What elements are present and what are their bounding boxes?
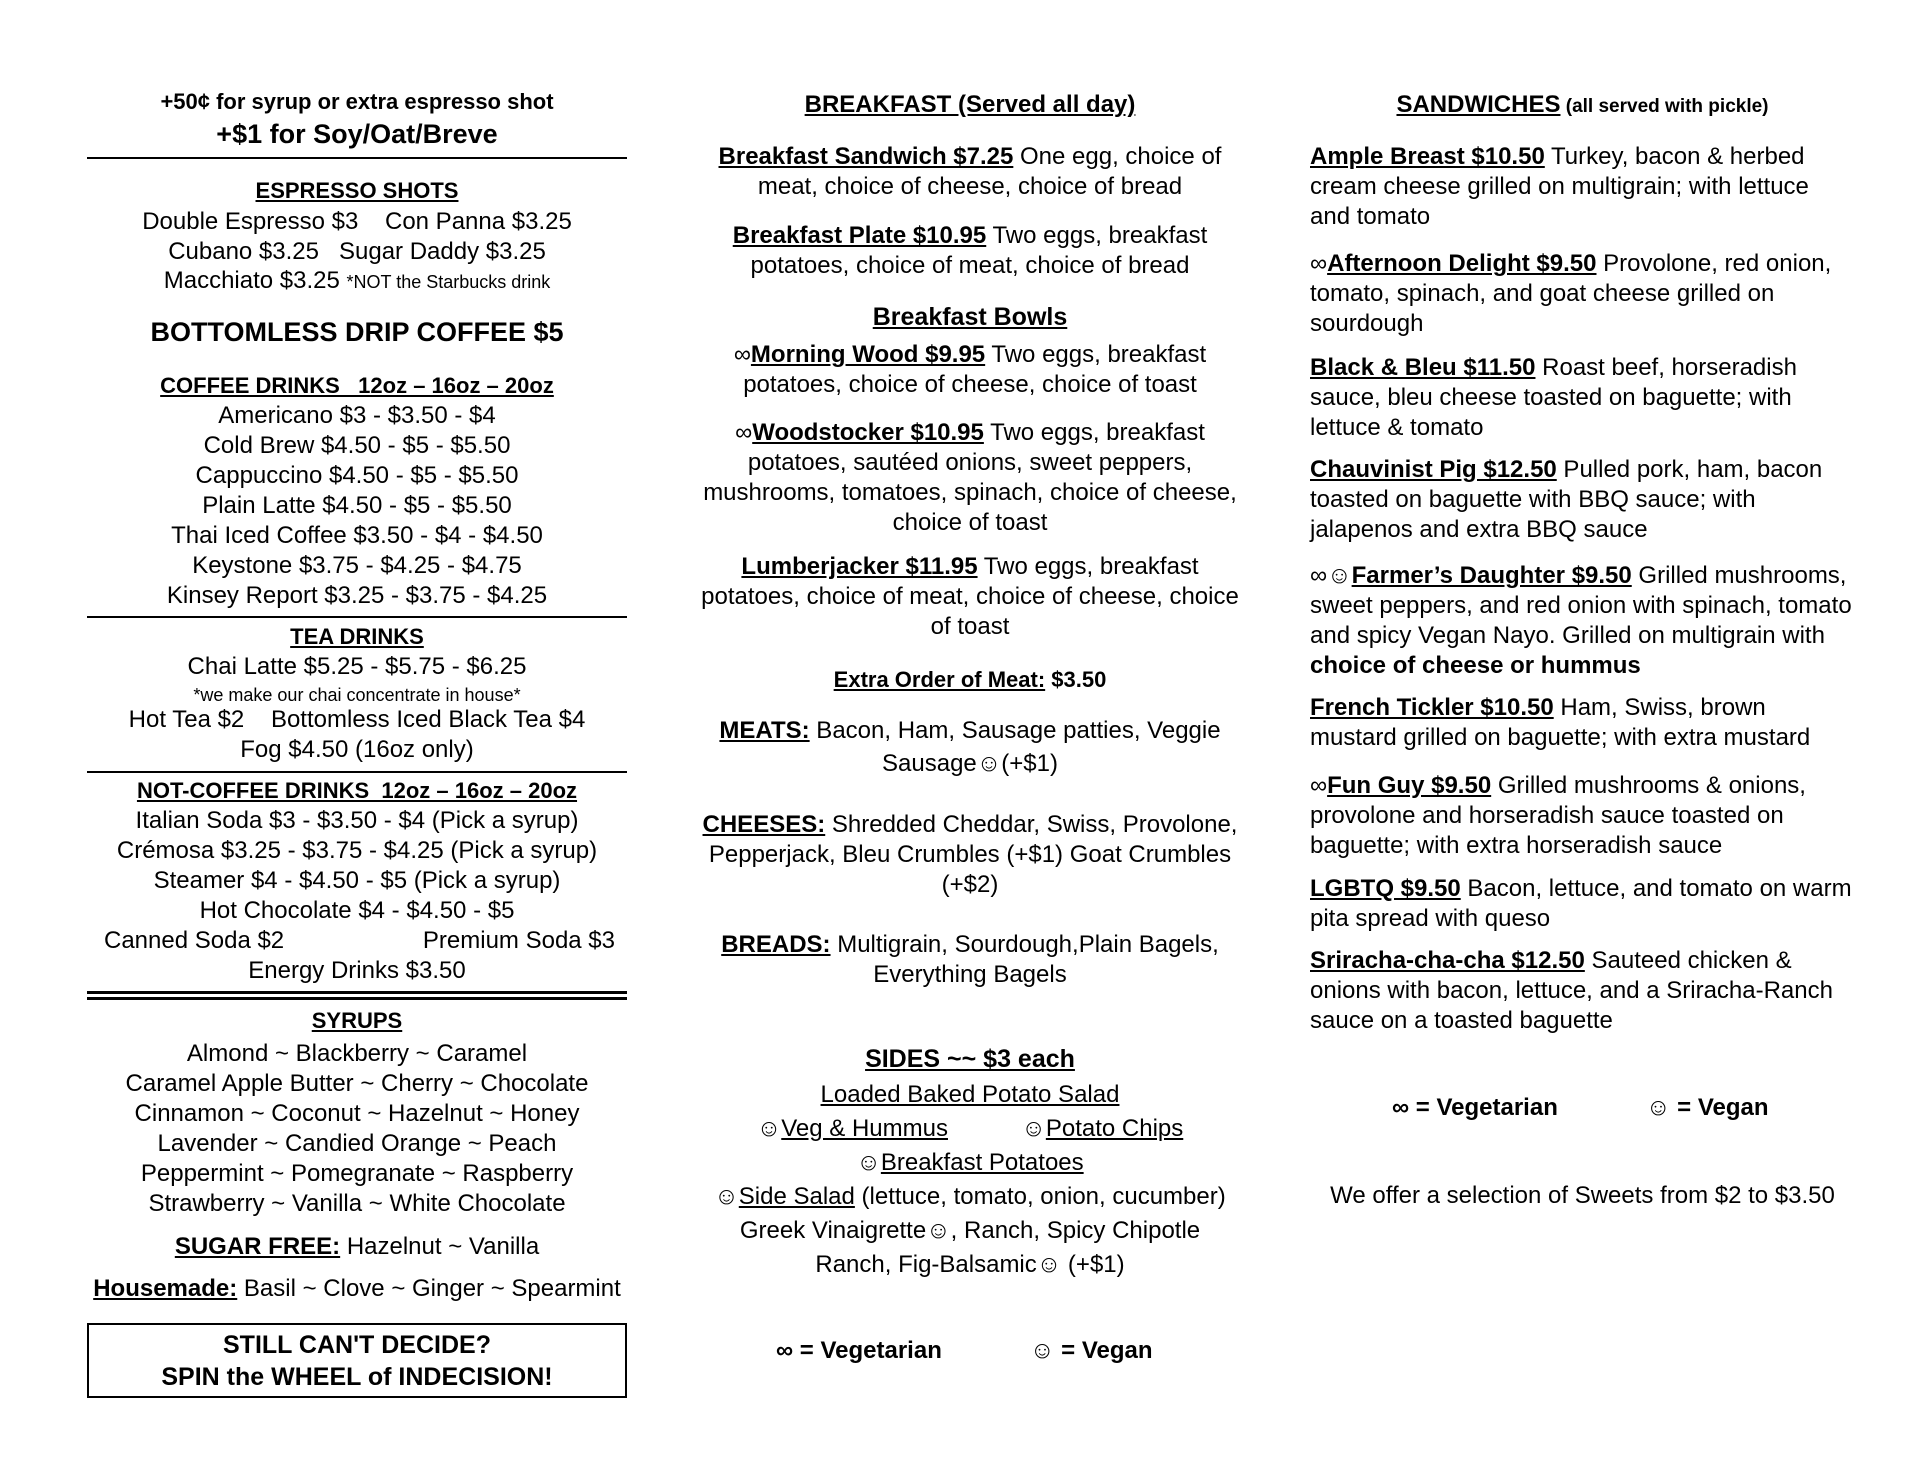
side-loaded-potato-salad: Loaded Baked Potato Salad: [820, 1081, 1120, 1108]
side-potato-chips: Potato Chips: [1045, 1115, 1184, 1142]
vegan-icon: ☺: [1327, 562, 1352, 589]
list-item: Ranch, Fig-Balsamic☺ (+$1): [815, 1251, 1125, 1278]
cheeses-line: [700, 810, 1240, 900]
item-desc: Ham, Swiss, brown mustard grilled on baguette; with extra mustard: [1310, 694, 1811, 751]
sugar-free-label: SUGAR FREE:: [174, 1233, 341, 1260]
espresso-line-3: [87, 266, 627, 297]
fog-item: Fog $4.50 (16oz only): [240, 736, 474, 763]
lumberjacker-item: [700, 552, 1240, 642]
item-name: Chauvinist Pig $12.50: [1310, 456, 1557, 483]
side-salad-desc: (lettuce, tomato, onion, cucumber): [854, 1183, 1226, 1210]
woodstocker-item: [700, 418, 1240, 538]
list-item: Cold Brew $4.50 - $5 - $5.50: [203, 432, 511, 459]
item-desc: One egg, choice of meat, choice of cheese, choice of bread: [757, 143, 1222, 200]
vegan-icon: ☺: [756, 1115, 782, 1142]
tea-drinks-heading: TEA DRINKS: [290, 624, 424, 649]
double-divider-bottom: [87, 997, 627, 1000]
item-desc: Pulled pork, ham, bacon toasted on baguette with BBQ sauce; with jalapenos and extra BBQ sauce: [1310, 456, 1823, 543]
legend-vegan: ☺ = Vegan: [1030, 1337, 1153, 1364]
list-item: [700, 1146, 1240, 1180]
item-desc: Two eggs, breakfast potatoes, choice of meat, choice of bread: [750, 222, 1208, 279]
vegetarian-icon: ∞: [1310, 250, 1328, 277]
vegan-icon: ☺: [1021, 1115, 1046, 1142]
legend-vegetarian: ∞ = Vegetarian: [1392, 1094, 1558, 1121]
milk-addon-note: +$1 for Soy/Oat/Breve: [216, 119, 498, 149]
item-desc: Provolone, red onion, tomato, spinach, and goat cheese grilled on sourdough: [1310, 250, 1832, 337]
sandwiches-title: SANDWICHES: [1396, 91, 1561, 118]
syrups-list: [87, 1039, 627, 1219]
meats-line: [700, 714, 1240, 780]
breakfast-bowls-heading: Breakfast Bowls: [872, 303, 1068, 331]
list-item: Steamer $4 - $4.50 - $5 (Pick a syrup): [153, 867, 561, 894]
premium-soda-item: Premium Soda $3: [422, 927, 615, 954]
list-item: [700, 1078, 1240, 1112]
breads-label: BREADS:: [721, 931, 831, 958]
item-desc: Two eggs, breakfast potatoes, choice of meat, choice of cheese, choice of toast: [701, 553, 1239, 640]
item-desc: Turkey, bacon & herbed cream cheese grilled on multigrain; with lettuce and tomato: [1310, 143, 1809, 230]
breakfast-plate-item: [700, 221, 1240, 281]
side-salad: Side Salad: [738, 1183, 855, 1210]
not-coffee-heading: NOT-COFFEE DRINKS 12oz – 16oz – 20oz: [136, 778, 578, 803]
housemade-line: [87, 1274, 627, 1304]
item-name: French Tickler $10.50: [1310, 694, 1554, 721]
list-item: Italian Soda $3 - $3.50 - $4 (Pick a syrup): [135, 807, 579, 834]
item-desc: Grilled mushrooms, sweet peppers, and red onion with spinach, tomato and spicy Vegan Nayo. Grilled on multigrain with: [1310, 562, 1852, 649]
item-desc: Sauteed chicken & onions with bacon, lettuce, and a Sriracha-Ranch sauce on a toasted baguette: [1310, 947, 1833, 1034]
breads-line: [700, 930, 1240, 990]
sandwiches-heading: [1310, 90, 1855, 123]
morning-wood-item: [700, 340, 1240, 400]
list-item: Keystone $3.75 - $4.25 - $4.75: [192, 552, 522, 579]
list-item: Kinsey Report $3.25 - $3.75 - $4.25: [166, 582, 548, 609]
legend-vegan: ☺ = Vegan: [1646, 1094, 1769, 1121]
cheeses-label: CHEESES:: [702, 811, 826, 838]
coffee-drinks-heading: COFFEE DRINKS 12oz – 16oz – 20oz: [160, 373, 554, 398]
list-item: Hot Chocolate $4 - $4.50 - $5: [199, 897, 515, 924]
bottomless-coffee: BOTTOMLESS DRIP COFFEE $5: [150, 317, 564, 347]
vegan-icon: ☺: [714, 1183, 739, 1210]
vegetarian-icon: ∞: [1310, 562, 1328, 589]
item-name: Lumberjacker $11.95: [741, 553, 978, 580]
vegetarian-icon: ∞: [735, 419, 753, 446]
espresso-line-2: Cubano $3.25 Sugar Daddy $3.25: [168, 238, 546, 265]
wheel-line-1: STILL CAN'T DECIDE?: [223, 1331, 491, 1359]
wheel-of-indecision-box: [87, 1323, 627, 1398]
breakfast-heading: BREAKFAST (Served all day): [804, 91, 1136, 118]
wheel-line-2: SPIN the WHEEL of INDECISION!: [161, 1363, 553, 1391]
item-name: Breakfast Plate $10.95: [732, 222, 987, 249]
vegan-icon: ☺: [856, 1149, 881, 1176]
meats-text: Bacon, Ham, Sausage patties, Veggie Sausage☺(+$1): [809, 717, 1221, 777]
side-breakfast-potatoes: Breakfast Potatoes: [880, 1149, 1084, 1176]
hot-tea-item: Hot Tea $2 Bottomless Iced Black Tea $4: [128, 706, 586, 733]
divider: [87, 157, 627, 159]
item-name: LGBTQ $9.50: [1310, 875, 1461, 902]
macchiato-item: Macchiato $3.25: [163, 267, 340, 294]
item-name: Afternoon Delight $9.50: [1327, 250, 1597, 277]
side-veg-hummus: Veg & Hummus: [781, 1115, 948, 1142]
sides-heading: SIDES ~~ $3 each: [865, 1045, 1075, 1073]
list-item: [700, 1180, 1240, 1214]
sandwich-afternoon-delight: [1310, 249, 1855, 339]
divider: [87, 616, 627, 618]
item-name: Farmer’s Daughter $9.50: [1351, 562, 1632, 589]
sandwich-farmers-daughter: [1310, 561, 1855, 681]
item-name: Fun Guy $9.50: [1327, 772, 1492, 799]
syrups-heading: SYRUPS: [311, 1008, 403, 1033]
list-item: Cinnamon ~ Coconut ~ Hazelnut ~ Honey: [134, 1100, 580, 1127]
housemade-items: Basil ~ Clove ~ Ginger ~ Spearmint: [237, 1275, 621, 1302]
coffee-drinks-list: [87, 401, 627, 611]
list-item: Peppermint ~ Pomegranate ~ Raspberry: [140, 1160, 574, 1187]
vegetarian-icon: ∞: [733, 341, 751, 368]
chai-note: *we make our chai concentrate in house*: [193, 685, 521, 705]
cheeses-text: Shredded Cheddar, Swiss, Provolone, Pepperjack, Bleu Crumbles (+$1) Goat Crumbles (+$2): [708, 811, 1238, 898]
extra-meat-label: Extra Order of Meat:: [833, 667, 1046, 692]
list-item: Caramel Apple Butter ~ Cherry ~ Chocolate: [125, 1070, 589, 1097]
item-name: Black & Bleu $11.50: [1310, 354, 1536, 381]
item-desc: Roast beef, horseradish sauce, bleu cheese toasted on baguette; with lettuce & tomato: [1310, 354, 1797, 441]
item-name: Ample Breast $10.50: [1310, 143, 1545, 170]
legend-vegetarian: ∞ = Vegetarian: [776, 1337, 942, 1364]
list-item: Strawberry ~ Vanilla ~ White Chocolate: [148, 1190, 566, 1217]
canned-soda-item: Canned Soda $2: [104, 927, 285, 954]
sandwich-black-bleu: [1310, 353, 1855, 443]
sugar-free-items: Hazelnut ~ Vanilla: [340, 1233, 540, 1260]
list-item: Cappuccino $4.50 - $5 - $5.50: [195, 462, 519, 489]
list-item: [700, 1112, 1240, 1146]
chai-latte-item: Chai Latte $5.25 - $5.75 - $6.25: [187, 653, 527, 680]
sandwich-sriracha-cha-cha: [1310, 946, 1855, 1036]
not-coffee-list: [87, 806, 627, 926]
sides-list: [700, 1078, 1240, 1282]
item-desc: Two eggs, breakfast potatoes, choice of cheese, choice of toast: [743, 341, 1207, 398]
list-item: Americano $3 - $3.50 - $4: [218, 402, 496, 429]
macchiato-note: *NOT the Starbucks drink: [346, 272, 551, 292]
list-item: Almond ~ Blackberry ~ Caramel: [186, 1040, 528, 1067]
sweets-note: We offer a selection of Sweets from $2 to $3.50: [1330, 1182, 1835, 1209]
double-divider-top: [87, 991, 627, 994]
sandwich-fun-guy: [1310, 771, 1855, 861]
sandwich-french-tickler: [1310, 693, 1855, 753]
list-item: Greek Vinaigrette☺, Ranch, Spicy Chipotle: [739, 1217, 1201, 1244]
sandwich-lgbtq: [1310, 874, 1855, 934]
breakfast-sandwich-item: [700, 142, 1240, 202]
item-name: Woodstocker $10.95: [752, 419, 984, 446]
espresso-heading: ESPRESSO SHOTS: [255, 178, 459, 203]
energy-drinks-item: Energy Drinks $3.50: [248, 957, 466, 984]
item-desc-bold: choice of cheese or hummus: [1310, 652, 1641, 679]
item-desc: Two eggs, breakfast potatoes, sautéed onions, sweet peppers, mushrooms, tomatoes, spinach, choice of cheese, choice of toast: [703, 419, 1237, 536]
housemade-label: Housemade:: [93, 1275, 238, 1302]
item-name: Sriracha-cha-cha $12.50: [1310, 947, 1585, 974]
breads-text: Multigrain, Sourdough,Plain Bagels, Everything Bagels: [830, 931, 1219, 988]
item-desc: Grilled mushrooms & onions, provolone and horseradish sauce toasted on baguette; with extra horseradish sauce: [1310, 772, 1806, 859]
sugar-free-line: [87, 1232, 627, 1262]
sandwiches-subtitle: (all served with pickle): [1560, 96, 1769, 117]
list-item: Thai Iced Coffee $3.50 - $4 - $4.50: [171, 522, 543, 549]
sandwich-ample-breast: [1310, 142, 1855, 232]
syrup-addon-note: +50¢ for syrup or extra espresso shot: [160, 89, 554, 114]
item-name: Morning Wood $9.95: [750, 341, 986, 368]
vegetarian-icon: ∞: [1310, 772, 1328, 799]
extra-meat-line: [700, 665, 1240, 695]
list-item: Plain Latte $4.50 - $5 - $5.50: [202, 492, 512, 519]
item-name: Breakfast Sandwich $7.25: [718, 143, 1014, 170]
sandwich-chauvinist-pig: [1310, 455, 1855, 545]
list-item: Lavender ~ Candied Orange ~ Peach: [157, 1130, 557, 1157]
meats-label: MEATS:: [719, 717, 810, 744]
extra-meat-price: $3.50: [1045, 667, 1107, 692]
espresso-line-1: Double Espresso $3 Con Panna $3.25: [142, 208, 572, 235]
divider: [87, 771, 627, 773]
list-item: Crémosa $3.25 - $3.75 - $4.25 (Pick a syrup): [116, 837, 598, 864]
item-desc: Bacon, lettuce, and tomato on warm pita spread with queso: [1310, 875, 1852, 932]
